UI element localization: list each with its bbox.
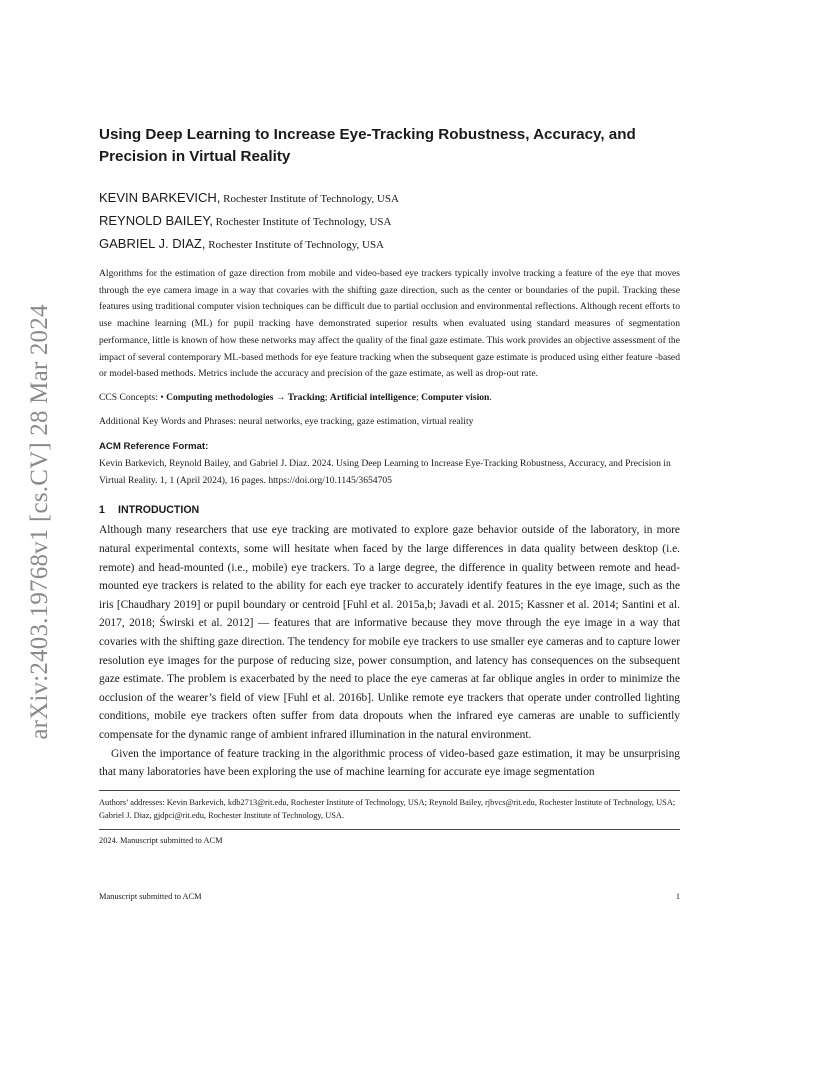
- abstract: Algorithms for the estimation of gaze direction from mobile and video-based eye trackers typically involve tracking a feature of the eye that moves through the eye camera image in a way that covaries with the shifting gaze direction, such as the center or boundaries of the pupil. Tracking these features using traditional computer vision techniques can be difficult due to partial occlusion and environmental reflections. Although recent efforts to use machine learning (ML) for pupil tracking have demonstrated superior results when evaluated using standard measures of segmentation performance, little is known of how these networks may affect the quality of the final gaze estimate. This work provides an objective assessment of the impact of several contemporary ML-based methods for eye feature tracking when the subsequent gaze estimate is produced using either feature -based or model-based methods. Metrics include the accuracy and precision of the gaze estimate, as well as drop-out rate.: [99, 268, 680, 380]
- author-name: KEVIN BARKEVICH,: [99, 190, 221, 205]
- page-number: 1: [675, 892, 680, 901]
- author-entry: [99, 233, 680, 256]
- paragraph: Although many researchers that use eye tracking are motivated to explore gaze behavior outside of the laboratory, in more natural experimental contexts, some will hesitate when faced by the large differences in data quality between desktop (i.e. remote) and head-mounted (i.e., mobile) eye trackers. To a large degree, the difference in quality between remote and head-mounted eye trackers is related to the ability for each eye tracker to accurately identify features in the eye image, such as the iris [Chaudhary 2019] or pupil boundary or centroid [Fuhl et al. 2015a,b; Javadi et al. 2015; Kassner et al. 2014; Santini et al. 2017, 2018; Świrski et al. 2012] — features that are informative because they move through the eye image in a way that covaries with the shifting gaze direction. The tendency for mobile eye trackers to use smaller eye cameras and to capture lower resolution eye images for the purpose of reducing size, power consumption, and latency has consequences on the subsequent gaze estimate. The problem is exacerbated by the need to place the eye cameras at far oblique angles in order to minimize the occlusion of the wearer’s field of view [Fuhl et al. 2016b]. Unlike remote eye trackers that operate under controlled lighting conditions, mobile eye trackers often suffer from data dropouts when the infrared eye cameras are unable to sufficiently compensate for the dynamic range of ambient infrared illumination in the natural environment.: [99, 524, 680, 741]
- author-list: [99, 187, 680, 256]
- footnote-divider: [99, 790, 680, 791]
- author-entry: [99, 187, 680, 210]
- page-footer: [99, 890, 680, 903]
- ccs-bullet: •: [160, 391, 167, 403]
- acm-reference-label: ACM Reference Format:: [99, 441, 209, 453]
- author-affiliation: Rochester Institute of Technology, USA: [220, 193, 399, 205]
- paper-title: Using Deep Learning to Increase Eye-Tracking Robustness, Accuracy, and Precision in Virtual Reality: [99, 126, 636, 165]
- copyright-note: 2024. Manuscript submitted to ACM: [99, 835, 223, 845]
- paper-page: [99, 124, 680, 847]
- keywords: Additional Key Words and Phrases: neural networks, eye tracking, gaze estimation, virtual reality: [99, 415, 474, 427]
- acm-reference-text: Kevin Barkevich, Reynold Bailey, and Gabriel J. Diaz. 2024. Using Deep Learning to Increase Eye-Tracking Robustness, Accuracy, and Precision in Virtual Reality. 1, 1 (April 2024), 16 pages. https://doi.org/10.1145/3654705: [99, 458, 671, 486]
- author-affiliation: Rochester Institute of Technology, USA: [212, 216, 392, 228]
- arxiv-identifier: arXiv:2403.19768v1 [cs.CV] 28 Mar 2024: [26, 304, 53, 740]
- arxiv-sidebar: [22, 282, 58, 762]
- ccs-concept-cv: Computer vision: [421, 391, 490, 403]
- ccs-label: CCS Concepts:: [99, 391, 161, 403]
- section-title: INTRODUCTION: [118, 504, 200, 517]
- ccs-end: .: [489, 391, 492, 403]
- ccs-concepts: [99, 390, 680, 407]
- paragraph: Given the importance of feature tracking in the algorithmic process of video-based gaze estimation, it may be unsurprising that many laboratories have been exploring the use of machine learning for accurate eye image segmentation: [99, 747, 680, 779]
- ccs-concept-tracking: Computing methodologies → Tracking: [166, 391, 325, 403]
- copyright-divider: [99, 829, 680, 830]
- ccs-separator: ;: [324, 391, 330, 403]
- author-name: REYNOLD BAILEY,: [99, 213, 213, 228]
- acm-reference: [99, 439, 680, 489]
- section-body: [99, 521, 680, 781]
- author-affiliation: Rochester Institute of Technology, USA: [205, 239, 384, 251]
- authors-addresses-footnote: Authors’ addresses: Kevin Barkevich, kdb2713@rit.edu, Rochester Institute of Technology, USA; Reynold Bailey, rjbvcs@rit.edu, Rochester Institute of Technology, USA; Gabriel J. Diaz, gjdpci@rit.edu, Rochester Institute of Technology, USA.: [99, 797, 676, 821]
- ccs-concept-ai: Artificial intelligence: [329, 391, 416, 403]
- author-entry: [99, 210, 680, 233]
- author-name: GABRIEL J. DIAZ,: [99, 236, 206, 251]
- footer-venue: Manuscript submitted to ACM: [99, 892, 202, 901]
- ccs-separator: ;: [415, 391, 422, 403]
- section-number: 1: [99, 504, 105, 517]
- section-heading: [99, 502, 680, 518]
